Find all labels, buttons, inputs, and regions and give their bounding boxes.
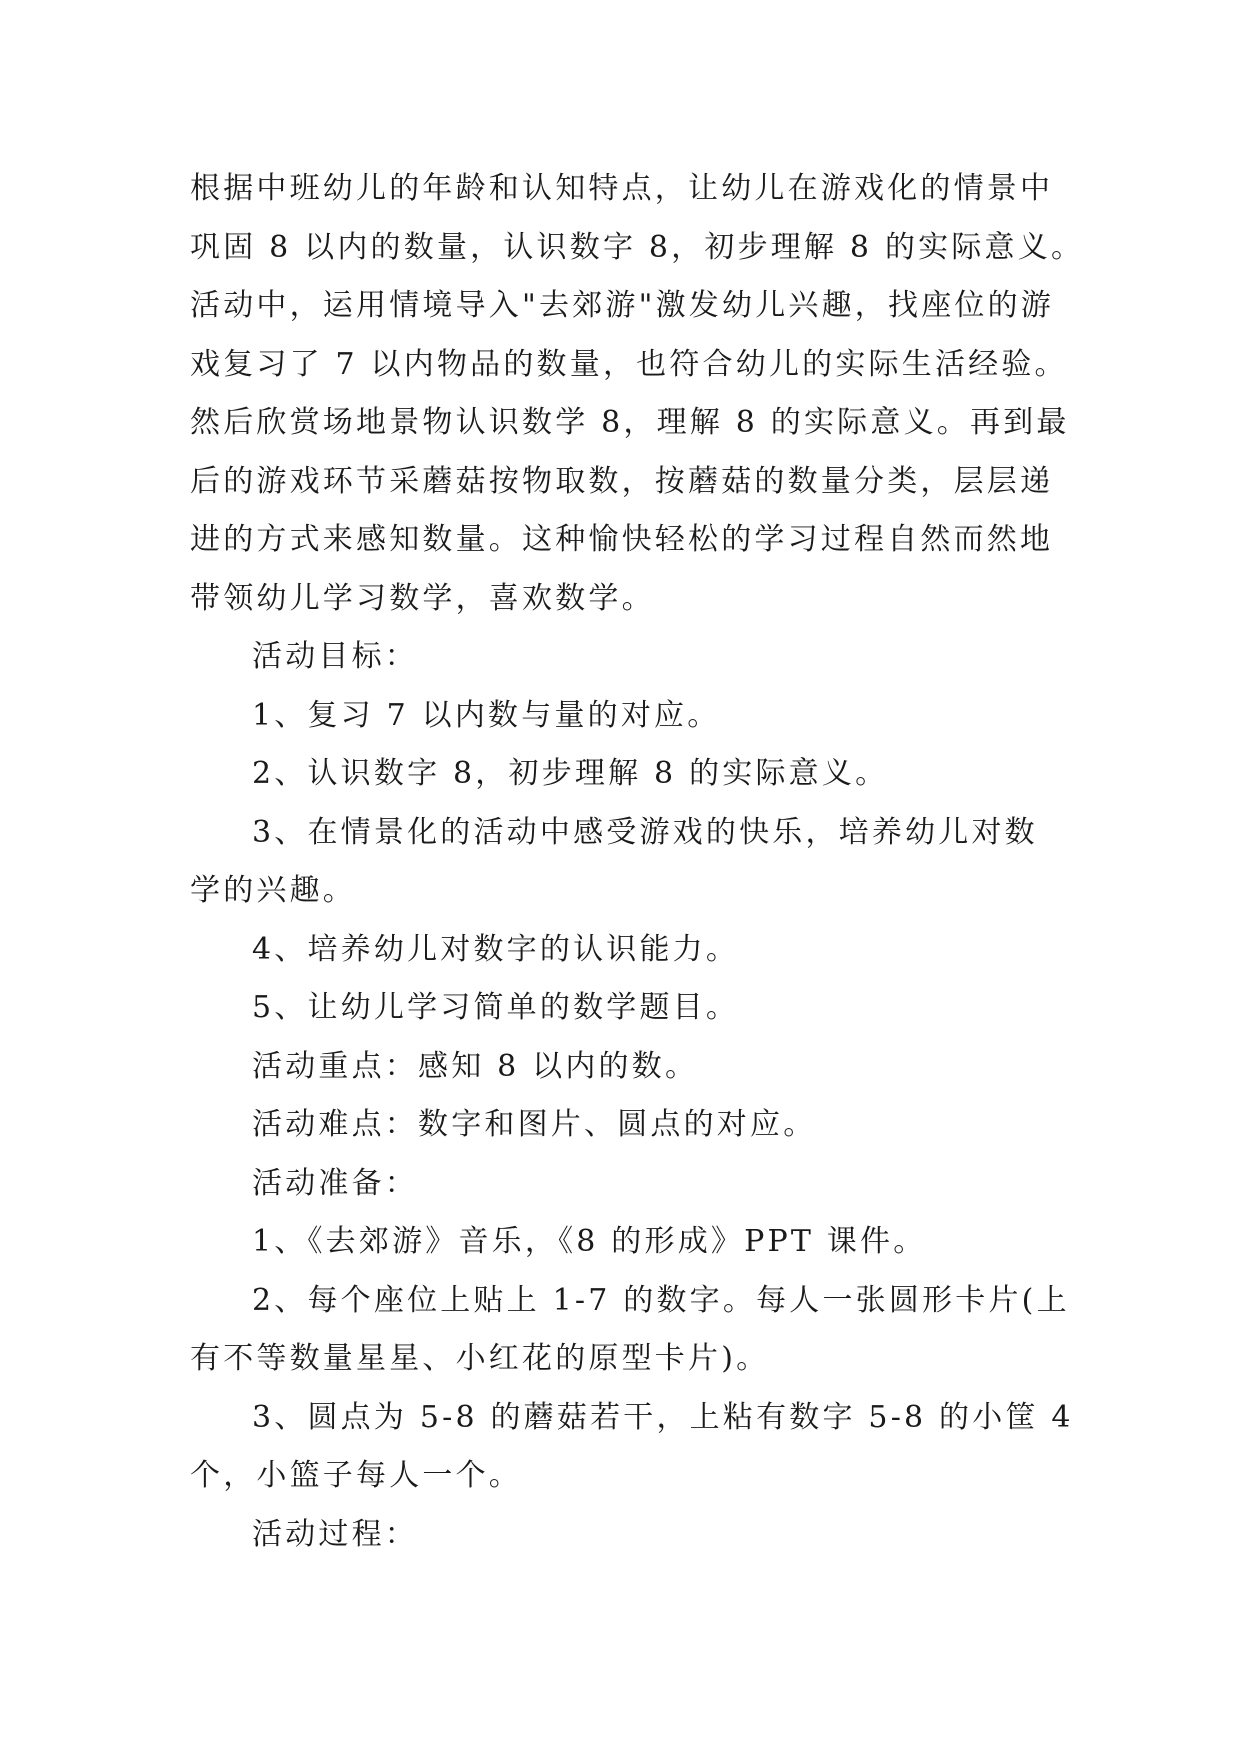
paragraph-line: 戏复习了 7 以内物品的数量，也符合幼儿的实际生活经验。 — [190, 346, 1068, 382]
paragraph-line: 进的方式来感知数量。这种愉快轻松的学习过程自然而然地 — [190, 522, 1054, 557]
paragraph-line: 带领幼儿学习数学，喜欢数学。 — [190, 580, 655, 616]
paragraph-line: 活动中，运用情境导入"去郊游"激发幼儿兴趣，找座位的游 — [190, 288, 1054, 323]
goal-item: 2、认识数字 8，初步理解 8 的实际意义。 — [252, 756, 889, 791]
goal-item: 5、让幼儿学习简单的数学题目。 — [252, 990, 740, 1025]
section-heading-goals: 活动目标： — [252, 639, 418, 674]
paragraph-line: 巩固 8 以内的数量，认识数字 8，初步理解 8 的实际意义。 — [190, 229, 1085, 265]
paragraph-line: 后的游戏环节采蘑菇按物取数，按蘑菇的数量分类，层层递 — [190, 463, 1054, 499]
goal-item: 4、培养幼儿对数字的认识能力。 — [252, 931, 740, 967]
key-point-line: 活动重点：感知 8 以内的数。 — [252, 1048, 699, 1084]
paragraph-line: 根据中班幼儿的年龄和认知特点，让幼儿在游戏化的情景中 — [190, 171, 1054, 206]
goal-item-continuation: 学的兴趣。 — [190, 873, 356, 908]
section-heading-process: 活动过程： — [252, 1516, 418, 1552]
document-body — [190, 160, 1085, 1564]
goal-item: 1、复习 7 以内数与量的对应。 — [252, 697, 721, 733]
section-heading-preparation: 活动准备： — [252, 1165, 418, 1201]
preparation-item: 2、每个座位上贴上 1-7 的数字。每人一张圆形卡片(上 — [252, 1282, 1070, 1318]
preparation-item-continuation: 个，小篮子每人一个。 — [190, 1458, 522, 1493]
preparation-item: 3、圆点为 5-8 的蘑菇若干，上粘有数字 5-8 的小筐 4 — [252, 1399, 1074, 1435]
difficulty-line: 活动难点：数字和图片、圆点的对应。 — [252, 1107, 817, 1142]
preparation-item: 1、《去郊游》音乐，《8 的形成》PPT 课件。 — [252, 1224, 927, 1259]
goal-item: 3、在情景化的活动中感受游戏的快乐，培养幼儿对数 — [252, 814, 1038, 850]
paragraph-line: 然后欣赏场地景物认识数学 8，理解 8 的实际意义。再到最 — [190, 405, 1070, 440]
preparation-item-continuation: 有不等数量星星、小红花的原型卡片)。 — [190, 1341, 770, 1376]
